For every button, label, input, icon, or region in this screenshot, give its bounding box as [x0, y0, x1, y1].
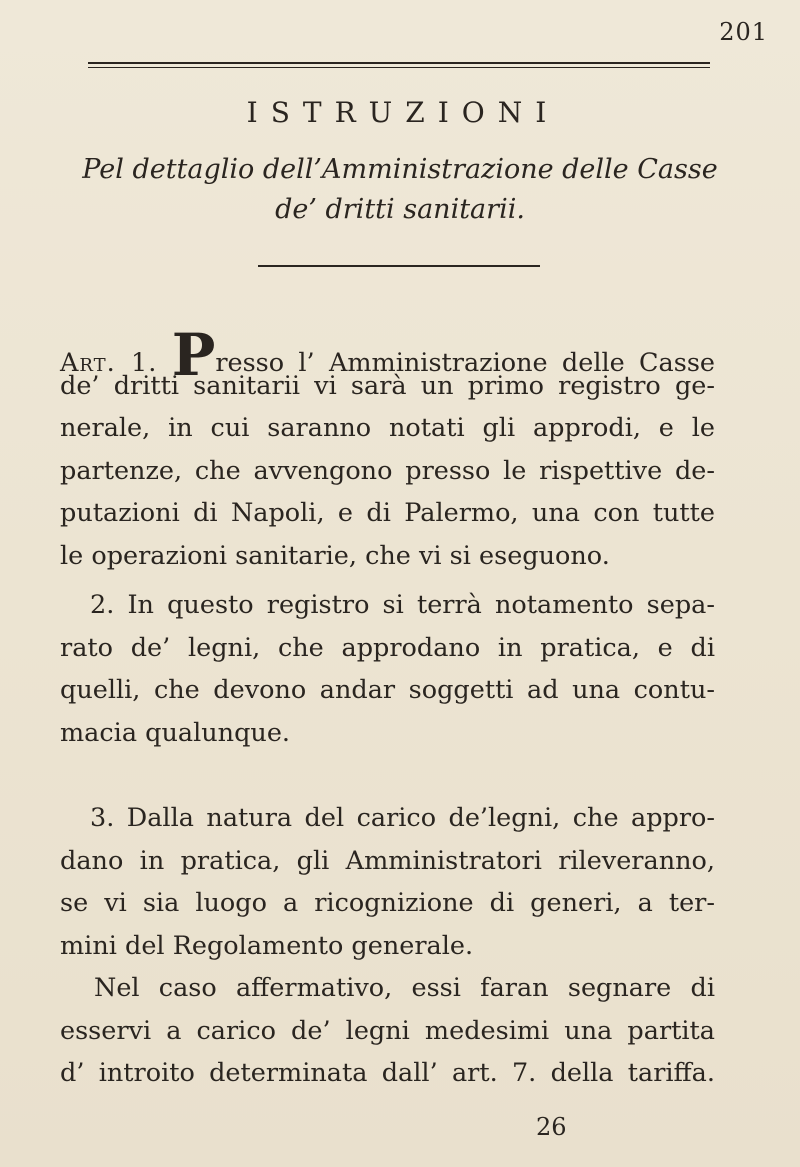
catchword: 26 — [536, 1113, 567, 1141]
article-4-line: esservi a carico de’ legni medesimi una partita — [60, 1015, 715, 1046]
article-2-line: quelli, che devono andar soggetti ad una contu- — [60, 675, 715, 705]
article-1-line: partenze, che avvengono presso le rispettive de- — [60, 455, 715, 486]
article-1-line: putazioni di Napoli, e di Palermo, una con tutte — [60, 498, 715, 528]
article-4-line: Nel caso affermativo, essi faran segnare di — [94, 973, 715, 1003]
article-4-line: d’ introito determinata dall’ art. 7. della tariffa. — [60, 1058, 715, 1088]
article-2-line: 2. In questo registro si terrà notamento sepa- — [90, 590, 715, 620]
subtitle-line-2: de’ dritti sanitarii. — [275, 194, 525, 225]
article-2 — [60, 584, 715, 754]
header-rule — [88, 62, 710, 64]
page-number: 201 — [719, 18, 768, 46]
page-title: ISTRUZIONI — [246, 96, 560, 129]
header-rule-thin — [88, 67, 710, 68]
article-2-line: macia qualunque. — [60, 717, 291, 748]
article-1-line: de’ dritti sanitarii vi sarà un primo registro ge- — [60, 370, 715, 401]
article-1 — [60, 322, 715, 577]
article-3-line: se vi sia luogo a ricognizione di generi, a ter- — [60, 888, 715, 918]
article-3-line: dano in pratica, gli Amministratori rileveranno, — [60, 845, 715, 876]
article-2-line: rato de’ legni, che approdano in pratica, e di — [60, 632, 715, 663]
article-1-line: nerale, in cui saranno notati gli approdi, e le — [60, 413, 715, 443]
section-divider — [258, 265, 540, 267]
article-3-line: 3. Dalla natura del carico de’legni, che appro- — [90, 803, 715, 833]
article-3-continued — [60, 967, 715, 1095]
drop-cap: P — [171, 321, 216, 389]
article-label: Art. 1. — [60, 348, 158, 378]
article-3-line: mini del Regolamento generale. — [60, 930, 474, 961]
article-1-line-1-text: resso l’ Amministrazione delle Casse — [215, 348, 716, 378]
article-1-line: le operazioni sanitarie, che vi si eseguono. — [60, 540, 610, 571]
subtitle-line-1: Pel dettaglio dell’Amministrazione delle Casse — [82, 154, 718, 185]
article-3 — [60, 797, 715, 967]
